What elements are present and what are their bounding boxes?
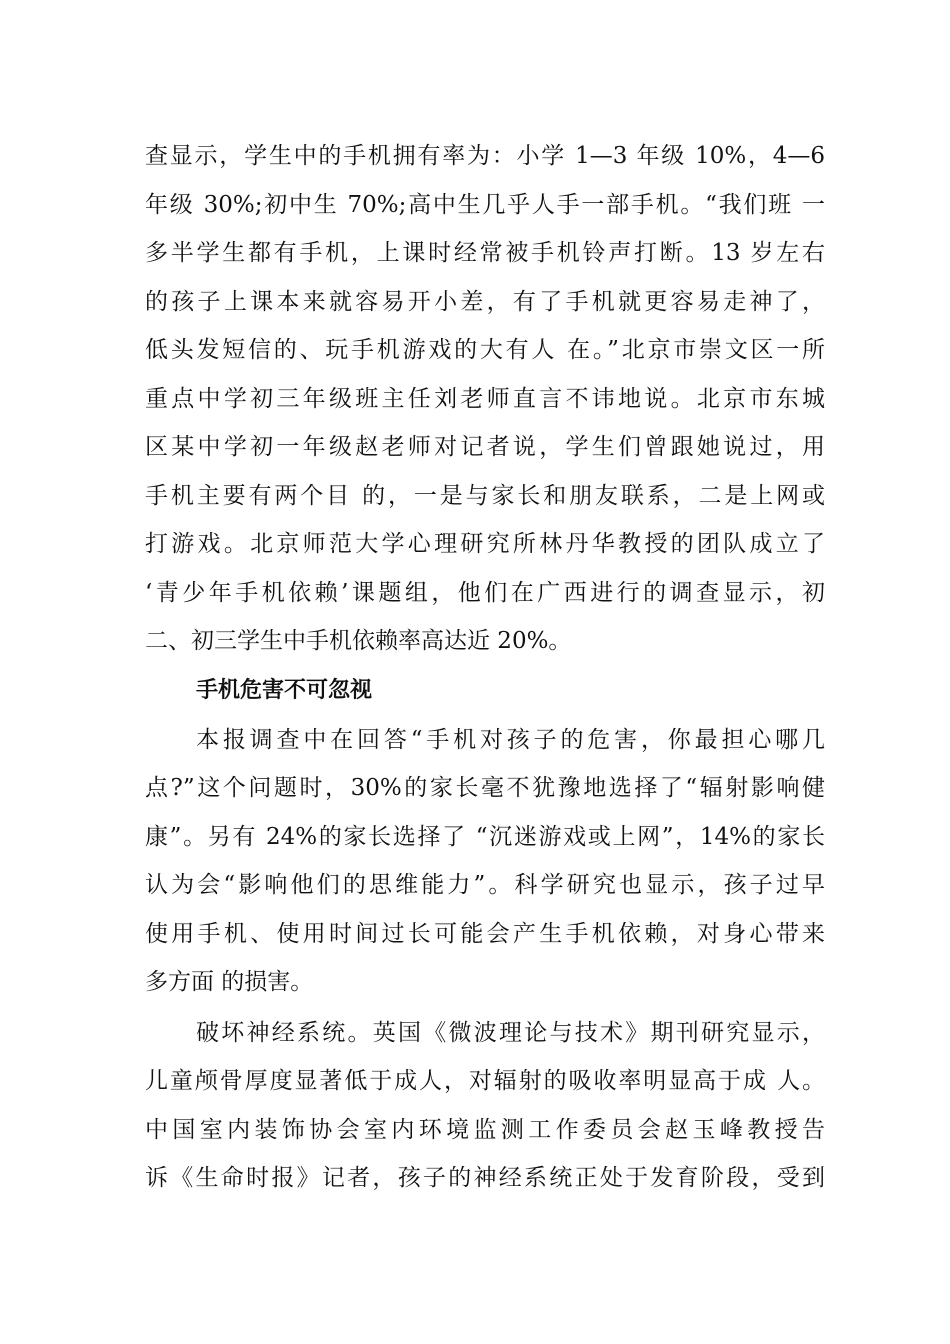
text-line: 手机主要有两个目 的，一是与家长和朋友联系，二是上网或 <box>145 482 825 509</box>
section-heading: 手机危害不可忽视 <box>196 677 373 703</box>
text-line: 中国室内装饰协会室内环境监测工作委员会赵玉峰教授告 <box>145 1116 825 1143</box>
text-line: 区某中学初一年级赵老师对记者说，学生们曾跟她说过，用 <box>145 434 825 460</box>
paragraph-survey-results <box>145 132 825 666</box>
text-line: 本报调查中在回答“手机对孩子的危害，你最担心哪几 <box>196 726 825 753</box>
text-line: 查显示，学生中的手机拥有率为：小学 1—3 年级 10%，4—6 <box>145 143 825 169</box>
text-line: 康”。另有 24%的家长选择了 “沉迷游戏或上网”，14%的家长 <box>145 823 825 850</box>
text-line: 多半学生都有手机，上课时经常被手机铃声打断。13 岁左右 <box>145 240 825 266</box>
text-line: 打游戏。北京师范大学心理研究所林丹华教授的团队成立了 <box>145 531 825 557</box>
text-line: 的孩子上课本来就容易开小差，有了手机就更容易走神了， <box>145 288 825 315</box>
text-line: 重点中学初三年级班主任刘老师直言不讳地说。北京市东城 <box>145 385 825 412</box>
text-line: 低头发短信的、玩手机游戏的大有人 在。”北京市崇文区一所 <box>145 337 825 363</box>
text-line: ‘青少年手机依赖’课题组，他们在广西进行的调查显示，初 <box>145 579 825 606</box>
text-line: 诉《生命时报》记者，孩子的神经系统正处于发育阶段，受到 <box>145 1165 825 1191</box>
text-line: 多方面 的损害。 <box>145 969 314 995</box>
text-line: 点?”这个问题时，30%的家长毫不犹豫地选择了“辐射影响健 <box>145 775 825 801</box>
text-line: 破坏神经系统。英国《微波理论与技术》期刊研究显示， <box>196 1019 825 1046</box>
text-line: 认为会“影响他们的思维能力”。科学研究也显示，孩子过早 <box>145 872 825 898</box>
text-line: 二、初三学生中手机依赖率高达近 20%。 <box>145 628 572 654</box>
text-line: 儿童颅骨厚度显著低于成人，对辐射的吸收率明显高于成 人。 <box>145 1068 825 1094</box>
text-line: 使用手机、使用时间过长可能会产生手机依赖，对身心带来 <box>145 920 825 947</box>
paragraph-parent-concerns <box>145 716 825 1007</box>
paragraph-nervous-system <box>145 1009 825 1203</box>
text-line: 年级 30%;初中生 70%;高中生几乎人手一部手机。“我们班 一 <box>145 191 825 218</box>
article-body <box>145 132 825 1203</box>
